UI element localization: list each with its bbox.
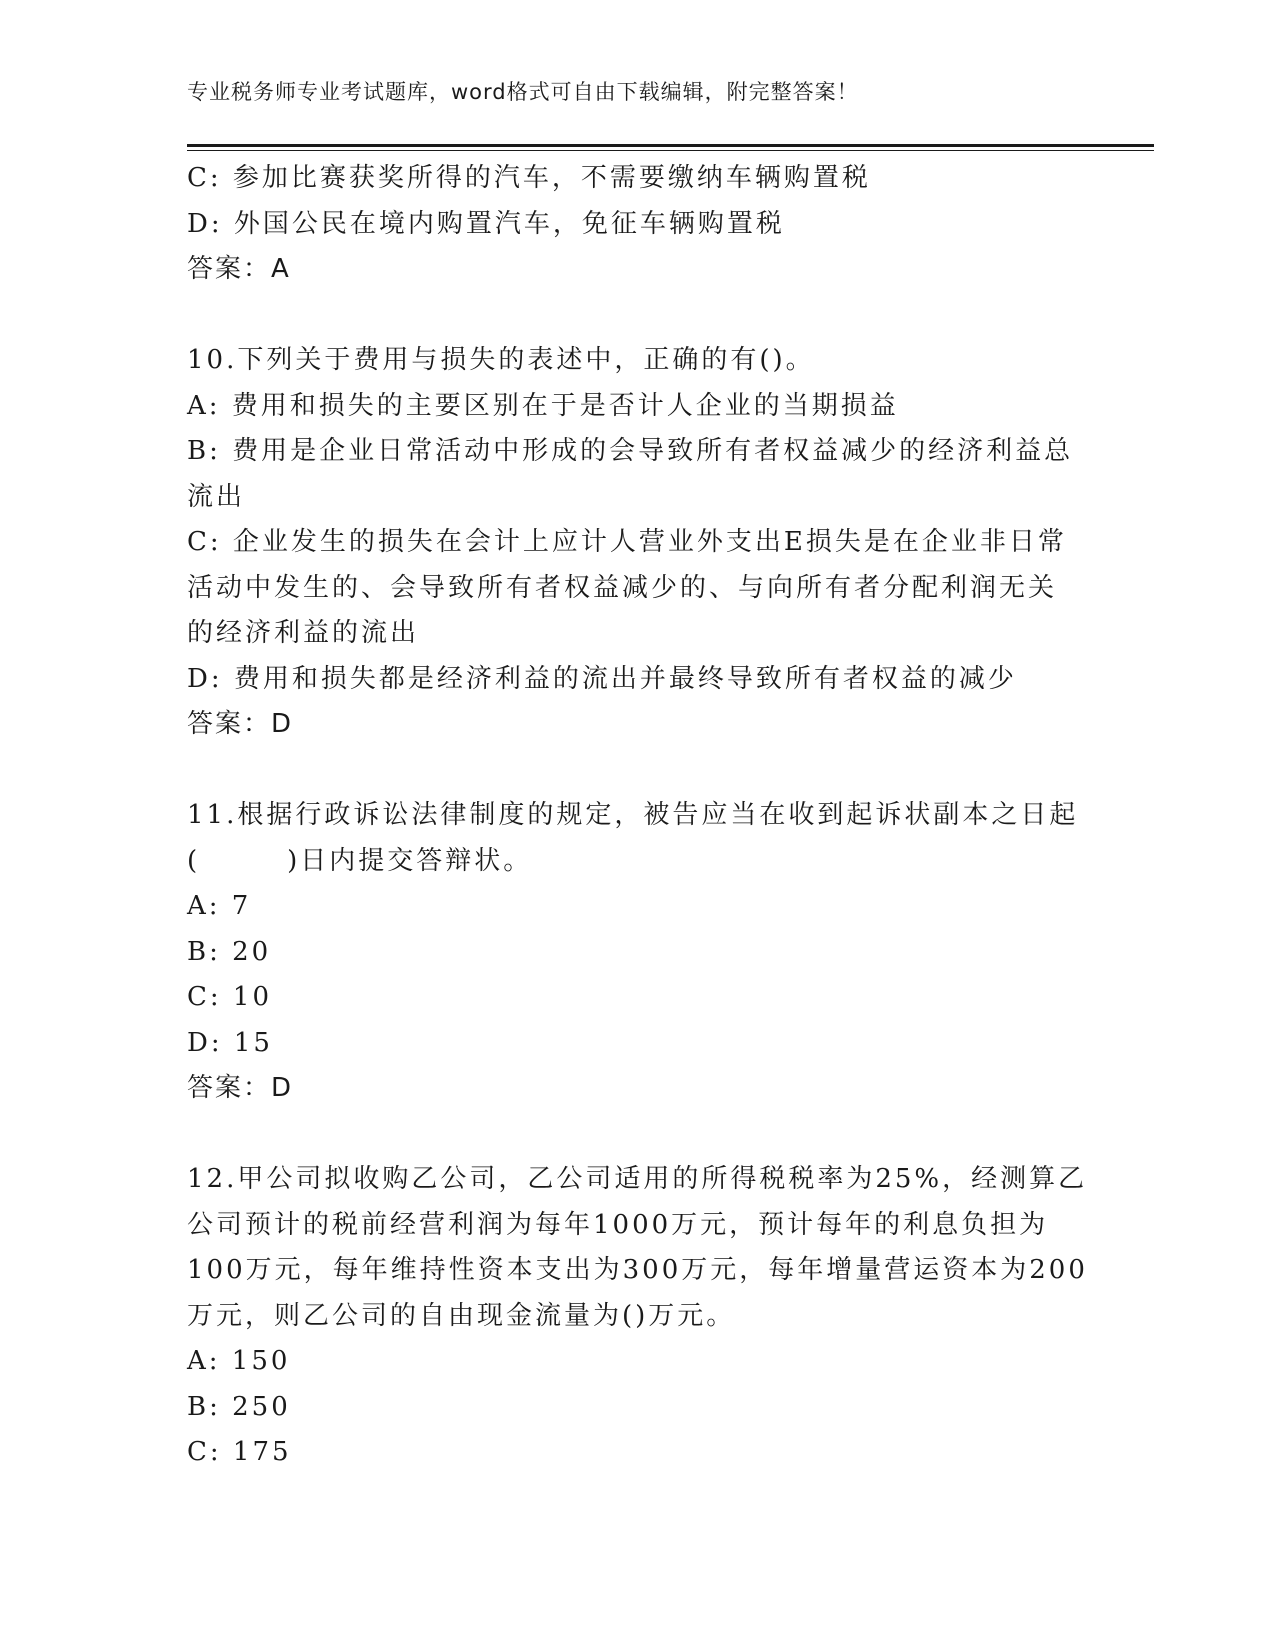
question-stem-continued: 100万元，每年维持性资本支出为300万元，每年增量营运资本为200 xyxy=(187,1255,1088,1285)
header-rule-thick xyxy=(187,144,1154,147)
spacer xyxy=(187,748,1087,794)
option-a: A: 费用和损失的主要区别在于是否计人企业的当期损益 xyxy=(187,390,899,421)
spacer xyxy=(187,293,1087,339)
option-c: C: 10 xyxy=(187,982,273,1012)
question-12 xyxy=(187,1157,1087,1476)
option-d: D: 15 xyxy=(187,1027,273,1058)
document-body xyxy=(187,156,1087,1476)
option-d: D: 外国公民在境内购置汽车，免征车辆购置税 xyxy=(187,208,785,239)
answer: 答案：A xyxy=(187,254,291,284)
spacer xyxy=(187,1112,1087,1158)
question-stem-continued: 万元，则乙公司的自由现金流量为()万元。 xyxy=(187,1300,736,1331)
question-11 xyxy=(187,793,1087,1112)
question-stem: 11.根据行政诉讼法律制度的规定，被告应当在收到起诉状副本之日起 xyxy=(187,800,1079,830)
option-c: C: 企业发生的损失在会计上应计人营业外支出E损失是在企业非日常 xyxy=(187,527,1067,557)
option-b: B: 250 xyxy=(187,1391,291,1422)
option-c-continued: 活动中发生的、会导致所有者权益减少的、与向所有者分配利润无关 xyxy=(187,572,1058,603)
page-header: 专业税务师专业考试题库，word格式可自由下载编辑，附完整答案！ xyxy=(187,80,859,104)
option-c: C: 175 xyxy=(187,1437,292,1467)
question-stem: 10.下列关于费用与损失的表述中，正确的有()。 xyxy=(187,345,815,375)
answer: 答案：D xyxy=(187,1073,294,1103)
prev-question-block xyxy=(187,156,1087,293)
header-rule-thin xyxy=(187,150,1154,151)
option-c-continued: 的经济利益的流出 xyxy=(187,618,420,648)
option-b: B: 费用是企业日常活动中形成的会导致所有者权益减少的经济利益总 xyxy=(187,436,1074,466)
question-stem: 12.甲公司拟收购乙公司，乙公司适用的所得税税率为25%，经测算乙 xyxy=(187,1164,1088,1194)
option-a: A: 150 xyxy=(187,1346,291,1376)
option-c: C: 参加比赛获奖所得的汽车，不需要缴纳车辆购置税 xyxy=(187,163,871,193)
question-stem-continued: ( )日内提交答辩状。 xyxy=(187,845,533,876)
answer: 答案：D xyxy=(187,709,294,739)
option-a: A: 7 xyxy=(187,891,252,921)
option-b-continued: 流出 xyxy=(187,481,246,512)
question-stem-continued: 公司预计的税前经营利润为每年1000万元，预计每年的利息负担为 xyxy=(187,1209,1049,1240)
option-b: B: 20 xyxy=(187,936,272,967)
question-10 xyxy=(187,338,1087,748)
option-d: D: 费用和损失都是经济利益的流出并最终导致所有者权益的减少 xyxy=(187,663,1017,694)
